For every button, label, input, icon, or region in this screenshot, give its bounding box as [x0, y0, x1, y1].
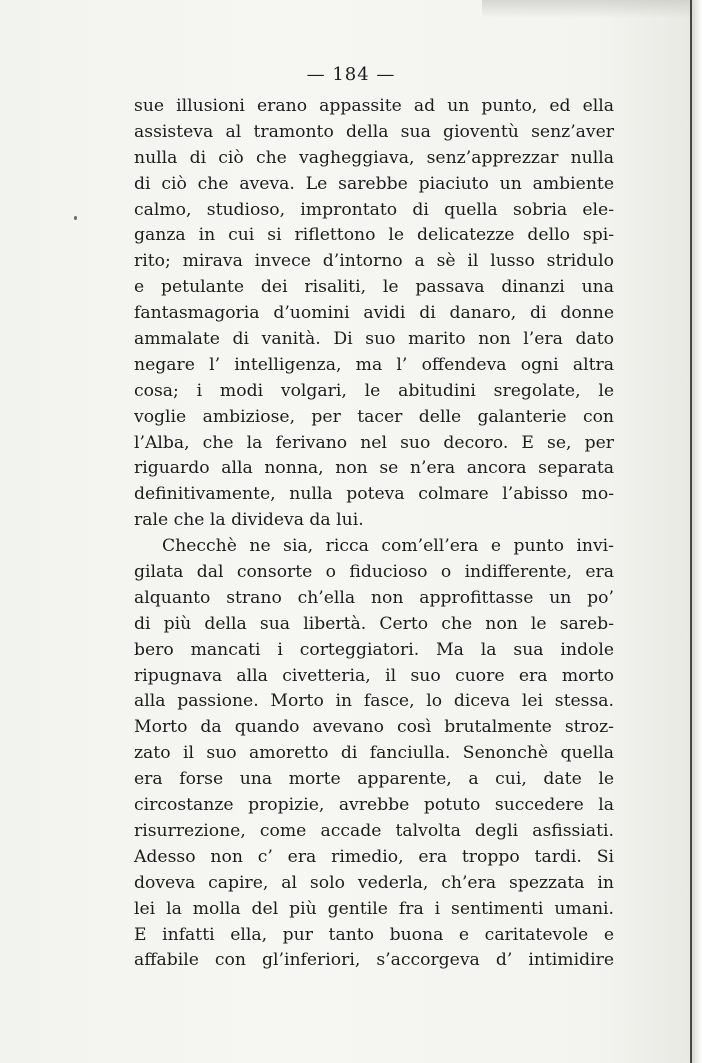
text-line: alquanto strano ch’ella non approfittasse un po’ — [134, 587, 614, 608]
page-corner-shadow — [482, 0, 702, 18]
text-line: ammalate di vanità. Di suo marito non l’era dato — [134, 329, 614, 350]
text-line: alla passione. Morto in fasce, lo diceva lei stessa. — [134, 691, 614, 712]
text-line: gilata dal consorte o fiducioso o indifferente, era — [134, 562, 614, 583]
text-line: e petulante dei risaliti, le passava dinanzi una — [134, 277, 614, 298]
paragraph-start-line: Checchè ne sia, ricca com’ell’era e punto invi- — [162, 536, 614, 557]
text-line: cosa; i modi volgari, le abitudini sregolate, le — [134, 380, 614, 401]
text-line: E infatti ella, pur tanto buona e caritatevole e — [134, 924, 614, 945]
text-line: ripugnava alla civetteria, il suo cuore era morto — [134, 665, 614, 686]
binding-edge-line — [690, 0, 692, 1063]
text-line: di ciò che aveva. Le sarebbe piaciuto un ambiente — [134, 173, 614, 194]
text-line: ganza in cui si riflettono le delicatezze dello spi- — [134, 225, 614, 246]
text-line: affabile con gl’inferiori, s’accorgeva d’ intimidire — [134, 950, 614, 971]
text-line: negare l’ intelligenza, ma l’ offendeva ogni altra — [134, 354, 614, 375]
text-line: doveva capire, al solo vederla, ch’era spezzata in — [134, 872, 614, 893]
text-line: fantasmagoria d’uomini avidi di danaro, di donne — [134, 303, 614, 324]
text-line: era forse una morte apparente, a cui, date le — [134, 769, 614, 790]
text-line: riguardo alla nonna, non se n’era ancora separata — [134, 458, 614, 479]
text-line: rito; mirava invece d’intorno a sè il lusso stridulo — [134, 251, 614, 272]
text-line: circostanze propizie, avrebbe potuto succedere la — [134, 795, 614, 816]
body-text — [134, 94, 614, 974]
text-line: sue illusioni erano appassite ad un punto, ed ella — [134, 96, 614, 116]
text-line: voglie ambiziose, per tacer delle galanterie con — [134, 406, 614, 427]
text-line: nulla di ciò che vagheggiava, senz’apprezzar nulla — [134, 147, 614, 168]
text-line: lei la molla del più gentile fra i sentimenti umani. — [134, 898, 614, 919]
paragraph-end-line: rale che la divideva da lui. — [134, 510, 364, 531]
page-number: — 184 — — [306, 64, 396, 85]
text-line: definitivamente, nulla poteva colmare l’abisso mo- — [134, 484, 614, 505]
text-line: l’Alba, che la ferivano nel suo decoro. E se, per — [134, 432, 614, 453]
text-line: zato il suo amoretto di fanciulla. Senonchè quella — [134, 743, 614, 764]
page-edge — [692, 0, 702, 1063]
text-line: assisteva al tramonto della sua gioventù senz’aver — [134, 121, 614, 142]
ink-speck — [74, 216, 77, 220]
text-line: risurrezione, come accade talvolta degli asfissiati. — [134, 820, 614, 841]
text-line: Morto da quando avevano così brutalmente stroz- — [134, 717, 614, 738]
text-line: calmo, studioso, improntato di quella sobria ele- — [134, 199, 614, 220]
text-line: bero mancati i corteggiatori. Ma la sua indole — [134, 639, 614, 660]
text-line: Adesso non c’ era rimedio, era troppo tardi. Si — [134, 846, 614, 867]
text-line: di più della sua libertà. Certo che non le sareb- — [134, 613, 614, 634]
